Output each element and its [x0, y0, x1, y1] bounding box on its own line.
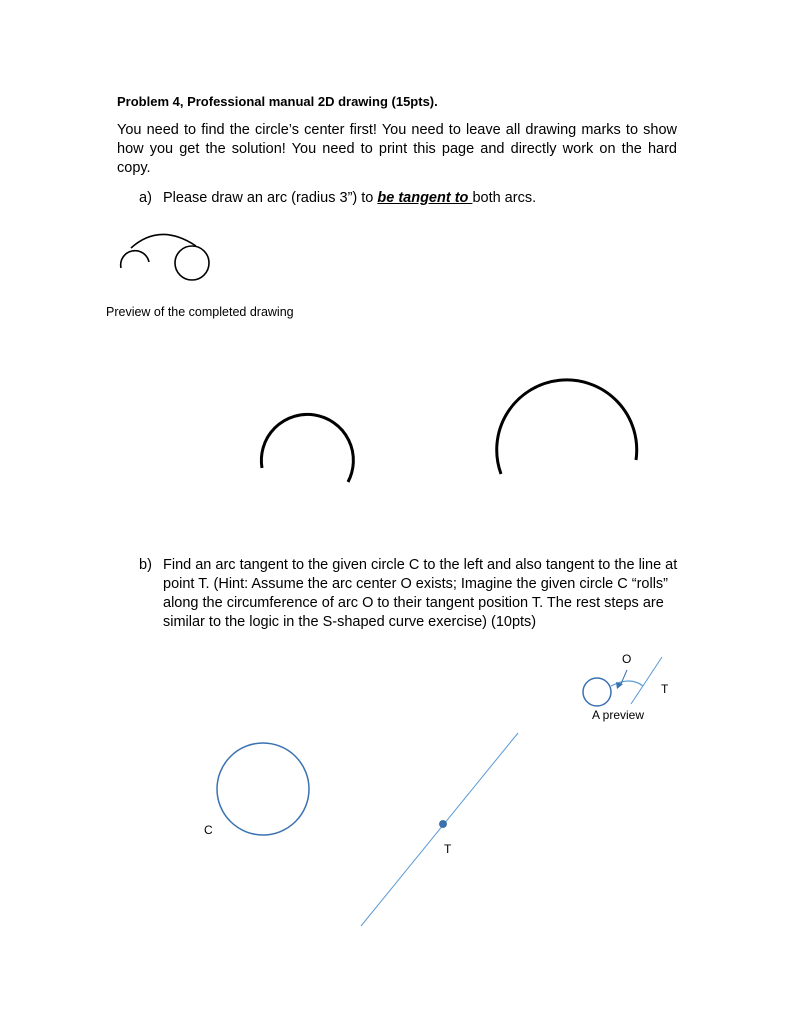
given-arc-left [261, 414, 353, 482]
preview-arc [611, 681, 643, 686]
preview-caption-b: A preview [592, 708, 645, 722]
part-b-main-drawing [217, 733, 518, 926]
preview-arrow-head [616, 682, 623, 689]
part-a-given-arcs [261, 380, 636, 482]
point-t [440, 821, 447, 828]
part-a-marker: a) [139, 190, 152, 206]
instructions-paragraph: You need to find the circle’s center first! You need to leave all drawing marks to show how you get the solution! You need to print this page and directly work on the hard copy. [117, 122, 677, 176]
problem-title: Problem 4, Professional manual 2D drawing (15pts). [117, 94, 438, 109]
preview-right-circle [175, 246, 209, 280]
preview-caption: Preview of the completed drawing [106, 305, 294, 319]
line-through-t [361, 733, 518, 926]
part-b-marker: b) [139, 557, 152, 573]
preview-label-t: T [661, 682, 669, 696]
preview-label-o: O [622, 652, 632, 666]
circle-c [217, 743, 309, 835]
part-a-emphasis: be tangent to [377, 190, 473, 206]
label-t: T [444, 842, 452, 856]
given-arc-right [497, 380, 637, 474]
part-a-preview-drawing [121, 234, 209, 280]
preview-tangent-arc [131, 234, 196, 248]
part-a-text-before: Please draw an arc (radius 3”) to [163, 190, 378, 206]
part-a-text-after: both arcs. [472, 190, 537, 206]
preview-small-left-arc [121, 251, 149, 268]
preview-tangent-line [631, 657, 662, 704]
label-c: C [204, 823, 213, 837]
preview-circle-c [583, 678, 611, 706]
part-b-text: Find an arc tangent to the given circle C to the left and also tangent to the line at point T. (Hint: Assume the arc center O exists; Imagine the given circle C “rolls” along the circumference of arc O to their tangent position T. The rest steps are similar to the logic in the S-shaped curve exercise) (10pts) [163, 557, 678, 630]
